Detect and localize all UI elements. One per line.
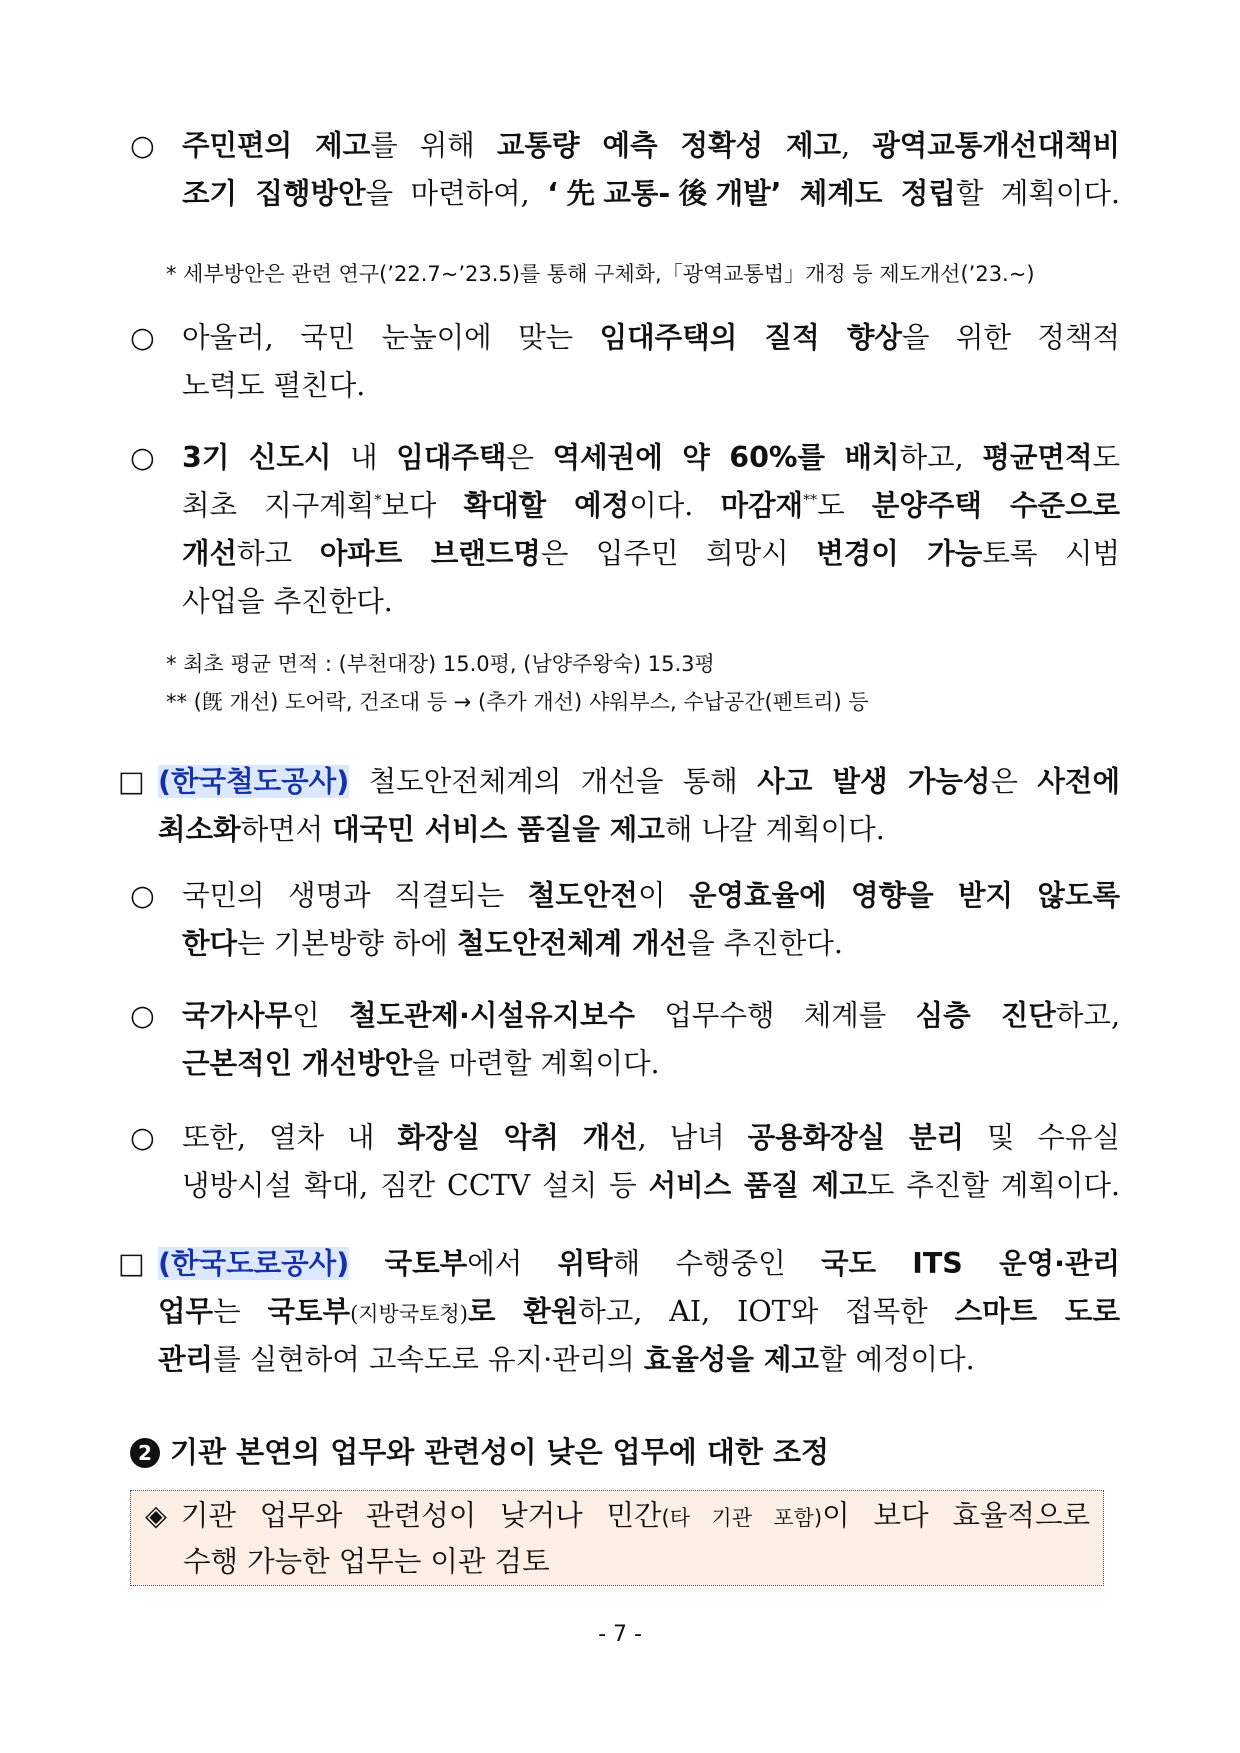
paragraph-line: 냉방시설 확대, 짐칸 CCTV 설치 등 서비스 품질 제고도 추진할 계획이다. xyxy=(182,1169,1121,1202)
paragraph-line: ○ 주민편의 제고를 위해 교통량 예측 정확성 제고, 광역교통개선대책비 xyxy=(130,122,1120,170)
circle-bullet-icon: ○ xyxy=(130,1121,155,1154)
paragraph-line: ○ 국가사무인 철도관제·시설유지보수 업무수행 체계를 심층 진단하고, xyxy=(130,992,1120,1040)
footnote: * 최초 평균 면적 : (부천대장) 15.0평, (남양주왕숙) 15.3평 xyxy=(166,652,715,676)
circle-bullet-icon: ○ xyxy=(130,999,155,1032)
paragraph-line: 관리를 실현하여 고속도로 유지·관리의 효율성을 제고할 예정이다. xyxy=(158,1343,975,1376)
section-korea-expressway xyxy=(118,1240,1120,1384)
paragraph-line: ○ 3기 신도시 내 임대주택은 역세권에 약 60%를 배치하고, 평균면적도 xyxy=(130,434,1120,482)
circle-bullet-icon: ○ xyxy=(130,441,155,474)
paragraph-line: 최초 지구계획*보다 확대할 예정이다. 마감재**도 분양주택 수준으로 xyxy=(182,489,1121,522)
circle-bullet-icon: ○ xyxy=(130,129,155,162)
page-number: - 7 - xyxy=(598,1622,642,1647)
section-heading: 2 기관 본연의 업무와 관련성이 낮은 업무에 대한 조정 xyxy=(130,1428,829,1476)
paragraph-line: 최소화하면서 대국민 서비스 품질을 제고해 나갈 계획이다. xyxy=(158,813,885,846)
square-bullet-icon: □ xyxy=(118,1247,145,1280)
summary-box xyxy=(130,1490,1104,1586)
bullet-paragraph-train-service xyxy=(130,1114,1120,1210)
paragraph-line: □ (한국철도공사) 철도안전체계의 개선을 통해 사고 발생 가능성은 사전에 xyxy=(118,758,1120,806)
footnote: * 세부방안은 관련 연구(’22.7~’23.5)를 통해 구체화,「광역교통법」개정 등 제도개선(’23.~) xyxy=(166,262,1035,286)
paragraph-line: 업무는 국토부(지방국토청)로 환원하고, AI, IOT와 접목한 스마트 도로 xyxy=(158,1295,1120,1328)
paragraph-line: 한다는 기본방향 하에 철도안전체계 개선을 추진한다. xyxy=(182,927,843,960)
paragraph-line: 사업을 추진한다. xyxy=(182,585,393,618)
circled-number-icon: 2 xyxy=(130,1438,160,1468)
organization-label: (한국철도공사) xyxy=(158,765,350,798)
paragraph-line: ○ 국민의 생명과 직결되는 철도안전이 운영효율에 영향을 받지 않도록 xyxy=(130,872,1120,920)
box-line: 수행 가능한 업무는 이관 검토 xyxy=(183,1545,550,1578)
circle-bullet-icon: ○ xyxy=(130,321,155,354)
circle-bullet-icon: ○ xyxy=(130,879,155,912)
paragraph-line: ○ 아울러, 국민 눈높이에 맞는 임대주택의 질적 향상을 위한 정책적 xyxy=(130,314,1120,362)
organization-label: (한국도로공사) xyxy=(158,1247,350,1280)
footnote: ** (旣 개선) 도어락, 건조대 등 → (추가 개선) 샤워부스, 수납공간(펜트리) 등 xyxy=(166,690,869,714)
square-bullet-icon: □ xyxy=(118,765,145,798)
bullet-paragraph-rail-safety xyxy=(130,872,1120,968)
paragraph-line: 개선하고 아파트 브랜드명은 입주민 희망시 변경이 가능토록 시범 xyxy=(182,537,1120,570)
paragraph-line: 근본적인 개선방안을 마련할 계획이다. xyxy=(182,1047,660,1080)
section-korail xyxy=(118,758,1120,854)
paragraph-line: 노력도 펼친다. xyxy=(182,369,366,402)
box-line: ◈ 기관 업무와 관련성이 낮거나 민간(타 기관 포함)이 보다 효율적으로 xyxy=(145,1499,1091,1532)
bullet-paragraph-new-towns xyxy=(130,434,1120,626)
paragraph-line: □ (한국도로공사) 국토부에서 위탁해 수행중인 국도 ITS 운영·관리 xyxy=(118,1240,1120,1288)
bullet-paragraph-transport xyxy=(130,122,1120,218)
paragraph-line: 조기 집행방안을 마련하여, ‘先교통-後개발’ 체계도 정립할 계획이다. xyxy=(182,177,1121,210)
diamond-bullet-icon: ◈ xyxy=(145,1499,167,1532)
bullet-paragraph-rental-quality xyxy=(130,314,1120,410)
paragraph-line: ○ 또한, 열차 내 화장실 악취 개선, 남녀 공용화장실 분리 및 수유실 xyxy=(130,1114,1120,1162)
bullet-paragraph-rail-control xyxy=(130,992,1120,1088)
